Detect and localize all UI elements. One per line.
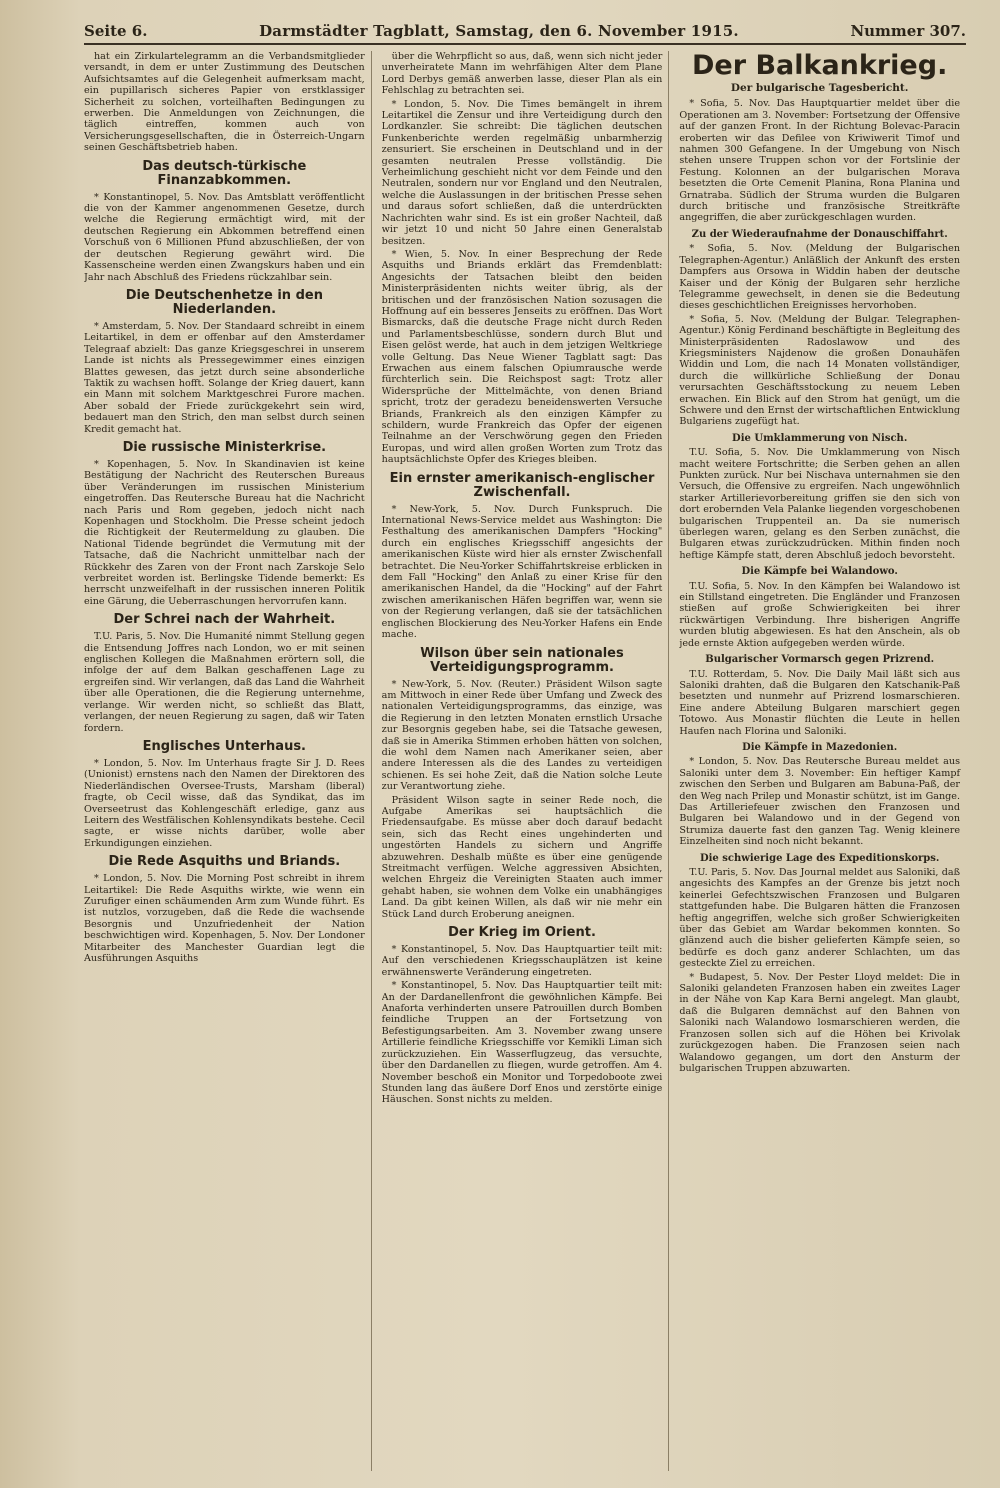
paragraph: über die Wehrpflicht so aus, daß, wenn sich nicht jeder unverheiratete Mann im wehrfähigen Alter dem Plane Lord Derbys gemäß anwerben lasse, dieser Plan als ein Fehlschlag zu betrachten sei. bbox=[381, 51, 663, 97]
paragraph: T.U. Paris, 5. Nov. Die Humanité nimmt Stellung gegen die Entsendung Joffres nach London, wo er mit seinen englischen Kollegen die Maßnahmen erörtern soll, die infolge der auf dem Balkan geschaffenen Lage zu ergreifen sind. Wir verlangen, daß das Land die Wahrheit über alle Operationen, die die Regierung unternehme, verlange. Wir werden nicht, so schließt das Blatt, verlangen, der neuen Regierung zu sagen, daß wir Taten fordern. bbox=[84, 631, 365, 734]
paragraph: * London, 5. Nov. Die Morning Post schreibt in ihrem Leitartikel: Die Rede Asquiths wirkte, wie wenn ein Zurufiger einen schäumenden Arm zum Wunde führt. Es ist nutzlos, vorzugeben, daß die Rede die wachsende Besorgnis und Unzufriedenheit der Nation beschwichtigen wird. Kopenhagen, 5. Nov. Der Londoner Mitarbeiter des Manchester Guardian legt die Ausführungen Asquiths bbox=[84, 873, 365, 964]
article-heading: Die Deutschenhetze in den Niederlanden. bbox=[125, 287, 323, 317]
subheading: Die Kämpfe in Mazedonien. bbox=[742, 741, 898, 753]
section-title: Der Balkankrieg. bbox=[692, 51, 948, 81]
section-deck: Der bulgarische Tagesbericht. bbox=[730, 82, 909, 94]
subheading: Die Umklammerung von Nisch. bbox=[732, 432, 908, 444]
paragraph: * Konstantinopel, 5. Nov. Das Hauptquartier teilt mit: An der Dardanellenfront die gewöhnlichen Kämpfe. Bei Anaforta verhinderten unsere Patrouillen durch Bomben feindliche Truppen an der Fortsetzung von Befestigungsarbeiten. Am 3. November zwang unsere Artillerie feindliche Kriegsschiffe vor Kemikli Liman sich zurückzuziehen. Ein Wasserflugzeug, das versuchte, über den Dardanellen zu fliegen, wurde getroffen. Am 4. November beschoß ein Monitor und Torpedoboote zwei Stunden lang das äußere Dorf Enos und zerstörte einige Häuschen. Sonst nichts zu melden. bbox=[381, 980, 663, 1106]
paragraph: * Budapest, 5. Nov. Der Pester Lloyd meldet: Die in Saloniki gelandeten Franzosen haben ein zweites Lager in der Nähe von Kap Kara Berni angelegt. Man glaubt, daß die Bulgaren demnächst auf den Bahnen von Saloniki nach Walandowo losmarschieren werden, die Franzosen sollen sich auf die Höhen bei Krivolak zurückgezogen haben. Die Franzosen seien nach Walandowo gegangen, um dort den Ansturm der bulgarischen Truppen abzuwarten. bbox=[679, 971, 961, 1074]
paragraph: T.U. Sofia, 5. Nov. In den Kämpfen bei Walandowo ist ein Stillstand eingetreten. Die Engländer und Franzosen stießen auf große Schwierigkeiten bei ihrer rückwärtigen Verbindung. Ihre bisherigen Angriffe wurden blutig abgewiesen. Es hat den Anschein, als ob jede ernste Aktion aufgegeben werden würde. bbox=[679, 580, 961, 649]
paragraph: Präsident Wilson sagte in seiner Rede noch, die Aufgabe Amerikas sei hauptsächlich die Friedensaufgabe. Es müsse aber doch darauf bedacht sein, sich das Recht eines ungehinderten und ungestörten Handels zu sichern und Angriffe abzuwehren. Deshalb müßte es über eine genügende Streitmacht verfügen. Welche aggressiven Absichten, welchen Ehrgeiz die Vereinigten Staaten auch immer gehabt haben, sie wohnen dem Volke ein unabhängiges Land. Da gibt keinen Willen, als daß wir nie mehr ein Stück Land durch Eroberung aneignen. bbox=[381, 794, 663, 920]
article-heading: Die russische Ministerkrise. bbox=[122, 439, 327, 455]
article-heading: Wilson über sein nationales Verteidigungsprogramm. bbox=[420, 645, 624, 675]
subheading: Bulgarischer Vormarsch gegen Prizrend. bbox=[705, 654, 935, 666]
paragraph: * Sofia, 5. Nov. (Meldung der Bulgarischen Telegraphen-Agentur.) Anläßlich der Ankunft des ersten Dampfers aus Orsowa in Widdin haben der deutsche Kaiser und der König der Bulgaren sehr herzliche Telegramme gewechselt, in denen sie die Bedeutung dieses geschichtlichen Ereignisses hervorhoben. bbox=[679, 243, 961, 312]
issue-number: Nummer 307. bbox=[850, 22, 966, 40]
article-heading: Englisches Unterhaus. bbox=[142, 738, 307, 754]
paragraph: hat ein Zirkulartelegramm an die Verbandsmitglieder versandt, in dem er unter Zustimmung des Deutschen Aufsichtsamtes auf die Gelegenheit aufmerksam macht, ein pupillarisch sicheres Papier von erstklassiger Sicherheit zu solchen, vorteilhaften Bedingungen zu erwerben. Die Anmeldungen von Zeichnungen, die täglich eintreffen, kommen auch von Versicherungsgesellschaften, die in Österreich-Ungarn seinen Geschäftsbetrieb haben. bbox=[84, 51, 365, 154]
masthead bbox=[84, 22, 966, 45]
page-number: Seite 6. bbox=[84, 22, 148, 40]
subheading: Zu der Wiederaufnahme der Donauschiffahrt. bbox=[691, 228, 948, 240]
article-heading: Der Schrei nach der Wahrheit. bbox=[113, 612, 336, 628]
subheading: Die Kämpfe bei Walandowo. bbox=[741, 566, 898, 578]
paragraph: T.U. Rotterdam, 5. Nov. Die Daily Mail läßt sich aus Saloniki drahten, daß die Bulgaren den Katschanik-Paß besetzten und nunmehr auf Prizrend losmarschieren. Eine andere Abteilung Bulgaren marschiert gegen Totowo. Aus Monastir flüchten die Leute in hellen Haufen nach Florina und Saloniki. bbox=[679, 668, 961, 737]
paragraph: * Konstantinopel, 5. Nov. Das Amtsblatt veröffentlicht die von der Kammer angenommenen Gesetze, durch welche die Regierung ermächtigt wird, mit der deutschen Regierung ein Abkommen betreffend einen Vorschuß von 6 Millionen Pfund abzuschließen, der von der deutschen Regierung gewährt wird. Die Kassenscheine werden einen Zwangskurs haben und ein Jahr nach Abschluß des Friedens rückzahlbar sein. bbox=[84, 191, 365, 283]
article-heading: Die Rede Asquiths und Briands. bbox=[108, 854, 341, 870]
paragraph: * Amsterdam, 5. Nov. Der Standaard schreibt in einem Leitartikel, in dem er offenbar auf den Amsterdamer Telegraaf abzielt: Das ganze Kriegsgeschrei in unserem Lande ist nichts als Pressegewimmer eines einzigen Blattes gewesen, das jetzt durch seine absonderliche Taktik zu wachsen hofft. Solange der Krieg dauert, kann ein Mann mit solchem Marktgeschrei Furore machen. Aber sobald der Friede zurückgekehrt sein wird, bedauert man den Strich, den man selbst durch seinen Kredit gemacht hat. bbox=[84, 320, 365, 435]
paragraph: T.U. Paris, 5. Nov. Das Journal meldet aus Saloniki, daß angesichts des Kampfes an der Grenze bis jetzt noch keinerlei Gefechtszwischen Franzosen und Bulgaren stattgefunden habe. Die Bulgaren hätten die Franzosen heftig angegriffen, welche sich großer Schwierigkeiten über das Gebiet am Wardar bekommen konnten. So glänzend auch die bisher gelieferten Kämpfe seien, so bedürfe es doch ganz anderer Schlachten, um das gesteckte Ziel zu erreichen. bbox=[679, 867, 961, 970]
paragraph: * London, 5. Nov. Im Unterhaus fragte Sir J. D. Rees (Unionist) ernstens nach den Namen der Direktoren des Niederländischen Oversee-Trusts, Marsham (liberal) fragte, ob Cecil wisse, daß das Syndikat, das im Overseetrust das Kohlengeschäft erledige, ganz aus Leitern des Westfälischen Kohlensyndikats bestehe. Cecil sagte, er wisse nichts darüber, wolle aber Erkundigungen einziehen. bbox=[84, 757, 365, 849]
article-heading: Der Krieg im Orient. bbox=[448, 925, 596, 941]
paragraph: * Wien, 5. Nov. In einer Besprechung der Rede Asquiths und Briands erklärt das Fremdenblatt: Angesichts der Tatsachen bleibt den beiden Ministerpräsidenten nichts weiter übrig, als der britischen und der französischen Nation sozusagen die Hoffnung auf ein besseres Jenseits zu eröffnen. Das Wort Bismarcks, daß die deutsche Frage nicht durch Reden und Parlamentsbeschlüsse, sondern durch Blut und Eisen gelöst werde, hat auch in dem jetzigen Weltkriege volle Geltung. Das Neue Wiener Tagblatt sagt: Das Erwachen aus einem falschen Opiumrausche werde fürchterlich sein. Die Reichspost sagt: Trotz aller Widersprüche der Mittelmächte, von denen Briand spricht, trotz der geradezu beneidenswerten Versuche Briands, Frankreich als den einzigen Kämpfer zu schildern, wurde Frankreich das Opfer der eigenen Teilnahme an der Verschwörung gegen den Frieden Europas, und wird allen großen Worten zum Trotz das hauptsächlichste Opfer des Krieges bleiben. bbox=[381, 248, 663, 466]
paragraph: * Kopenhagen, 5. Nov. In Skandinavien ist keine Bestätigung der Nachricht des Reuterschen Bureaus über Veränderungen im russischen Ministerium eingetroffen. Das Reutersche Bureau hat die Nachricht nach Paris und Rom gegeben, jedoch nicht nach Kopenhagen und Stockholm. Die Presse scheint jedoch die Richtigkeit der Reutermeldung zu glauben. Die National Tidende begründet die Vermutung mit der Tatsache, daß die Nachricht unmittelbar nach der Rückkehr des Zaren von der Front nach Zarskoje Selo verbreitet worden ist. Berlingske Tidende bemerkt: Es herrscht unzweifelhaft in der russischen inneren Politik eine Gärung, die Ueberraschungen hervorrufen kann. bbox=[84, 458, 365, 607]
column-1 bbox=[84, 51, 372, 1471]
paragraph: * London, 5. Nov. Das Reutersche Bureau meldet aus Saloniki unter dem 3. November: Ein heftiger Kampf zwischen den Serben und Bulgaren am Babuna-Paß, der den Weg nach Prilep und Monastir schützt, ist im Gange. Das Artilleriefeuer zwischen den Franzosen und Bulgaren bei Walandowo und in der Gegend von Strumiza dauerte fast den ganzen Tag. Wenig kleinere Einzelheiten sind noch nicht bekannt. bbox=[679, 756, 961, 848]
paragraph: * Sofia, 5. Nov. Das Hauptquartier meldet über die Operationen am 3. November: Fortsetzung der Offensive auf der ganzen Front. In der Richtung Bolevac-Paracin eroberten wir das Defilee von Kriwiwerit Timof und nahmen 300 Gefangene. In der Umgebung von Nisch stehen unsere Truppen schon vor der Fortslinie der Festung. Kolonnen an der bulgarischen Morava besetzten die Orte Cemenit Planina, Rona Planina und Grnatraba. Südlich der Struma wurden die Bulgaren durch britische und französische Streitkräfte angegriffen, die aber zurückgeschlagen wurden. bbox=[679, 98, 961, 224]
paragraph: * New-York, 5. Nov. (Reuter.) Präsident Wilson sagte am Mittwoch in einer Rede über Umfang und Zweck des nationalen Verteidigungsprogramms, das einzige, was die Regierung in den letzten Monaten ernstlich Ursache zur Besorgnis gegeben habe, sei die Tatsache gewesen, daß sie in Amerika Stimmen erhoben hätten von solchen, die wohl dem Namen nach Amerikaner seien, aber andere Interessen als die des Landes zu verteidigen schienen. Es sei hohe Zeit, daß die Nation solche Leute zur Verantwortung ziehe. bbox=[381, 678, 663, 793]
paper-title-date: Darmstädter Tagblatt, Samstag, den 6. November 1915. bbox=[259, 22, 739, 40]
subheading: Die schwierige Lage des Expeditionskorps. bbox=[699, 852, 940, 864]
paragraph: * London, 5. Nov. Die Times bemängelt in ihrem Leitartikel die Zensur und ihre Verteidigung durch den Lordkanzler. Sie schreibt: Die täglichen deutschen Funkenberichte werden regelmäßig unbarmherzig zensuriert. Sie erscheinen in Deutschland und in der gesamten neutralen Presse vollständig. Die Verheimlichung geschieht nicht vor dem Feinde und den Neutralen, sondern nur vor England und den Neutralen, welche die Auslassungen in der britischen Presse sehen und daraus sofort schließen, daß die unterdrückten Nachrichten wahr sind. Es ist ein großer Nachteil, daß wir jetzt 10 und nicht 50 Jahre einen Generalstab besitzen. bbox=[381, 98, 663, 247]
paragraph: * Sofia, 5. Nov. (Meldung der Bulgar. Telegraphen-Agentur.) König Ferdinand beschäftigte in Begleitung des Ministerpräsidenten Radoslawow und des Kriegsministers Najdenow die großen Donauhäfen Widdin und Lom, die nach 14 Monaten vollständiger, durch die willkürliche Schließung der Donau verursachten Geschäftsstockung zu neuem Leben erwachen. Ein Blick auf den Strom hat genügt, um die Schwere und den Ernst der wirtschaftlichen Entwicklung Bulgariens zugefügt hat. bbox=[679, 313, 961, 428]
columns bbox=[84, 51, 966, 1471]
column-2 bbox=[382, 51, 670, 1471]
paragraph: * New-York, 5. Nov. Durch Funkspruch. Die International News-Service meldet aus Washington: Die Festhaltung des amerikanischen Dampfers "Hocking" durch ein englisches Kriegsschiff angesichts der amerikanischen Küste wird hier als ernster Zwischenfall betrachtet. Die Neu-Yorker Schiffahrtskreise erblicken in dem Fall "Hocking" den Anlaß zu einer Krise für den amerikanischen Handel, da die "Hocking" auf der Fahrt zwischen amerikanischen Häfen begriffen war, wenn sie von der Regierung verlangen, daß sie der tatsächlichen englischen Blockierung des Neu-Yorker Hafens ein Ende mache. bbox=[381, 503, 663, 641]
paragraph: T.U. Sofia, 5. Nov. Die Umklammerung von Nisch macht weitere Fortschritte; die Serben gehen an allen Punkten zurück. Nur bei Nischava unternahmen sie den Versuch, die Offensive zu ergreifen. Nach ungewöhnlich starker Artillerievorbereitung griffen sie den sich von dort erobernden Vela Palanke liegenden vorgeschobenen bulgarischen Truppenteil an. Da sie numerisch überlegen waren, gelang es den Serben zunächst, die Bulgaren etwas zurückzudrücken. Mithin finden noch heftige Kämpfe statt, deren Abschluß jedoch bevorsteht. bbox=[679, 447, 961, 561]
article-heading: Ein ernster amerikanisch-englischer Zwischenfall. bbox=[389, 470, 655, 500]
article-heading: Das deutsch-türkische Finanzabkommen. bbox=[142, 158, 307, 188]
column-3 bbox=[679, 51, 966, 1471]
paragraph: * Konstantinopel, 5. Nov. Das Hauptquartier teilt mit: Auf den verschiedenen Kriegsschauplätzen ist keine erwähnenswerte Veränderung eingetreten. bbox=[381, 944, 663, 978]
